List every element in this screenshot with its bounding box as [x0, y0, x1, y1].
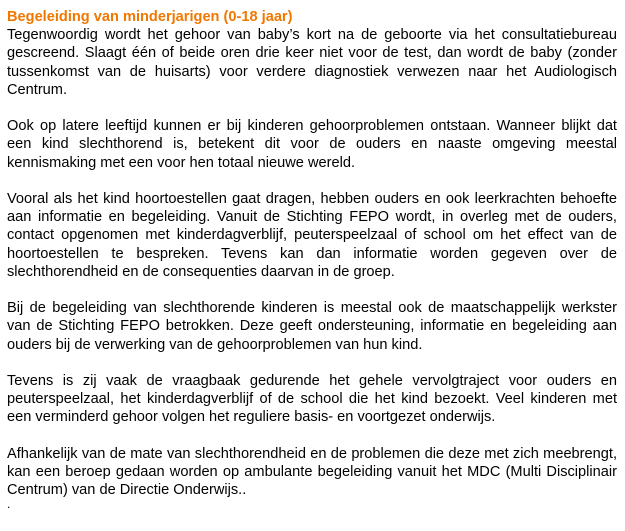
section-heading: Begeleiding van minderjarigen (0-18 jaar)	[7, 9, 293, 25]
paragraph-screening: Tegenwoordig wordt het gehoor van baby’s kort na de geboorte via het consultatiebureau gescreend. Slaagt één of beide oren drie keer niet voor de test, dan wordt de baby (zonder tussenkomst van de huisarts) voor verdere diagnostiek verwezen naar het Audiologisch Centrum.	[7, 27, 617, 98]
paragraph-ambulant-support: Afhankelijk van de mate van slechthorendheid en de problemen die deze met zich meebrengt, kan een beroep gedaan worden op ambulante begeleiding vanuit het MDC (Multi Disciplinair Centrum) van de Directie Onderwijs..	[7, 445, 617, 499]
trailing-dot: .	[7, 497, 11, 512]
paragraph-later-age: Ook op latere leeftijd kunnen er bij kinderen gehoorproblemen ontstaan. Wanneer blijkt dat een kind slechthorend is, betekent dit voor de ouders en naaste omgeving meestal kennismaking met een voor hen totaal nieuwe wereld.	[7, 118, 617, 171]
paragraph-social-worker: Bij de begeleiding van slechthorende kinderen is meestal ook de maatschappelijk werkster van de Stichting FEPO betrokken. Deze geeft ondersteuning, informatie en begeleiding aan ouders bij de verwerking van de gehoorproblemen van hun kind.	[7, 300, 617, 353]
paragraph-follow-up: Tevens is zij vaak de vraagbaak gedurende het gehele vervolgtraject voor ouders en peuterspeelzaal, het kinderdagverblijf of de school die het kind bezoekt. Veel kinderen met een verminderd gehoor volgen het reguliere basis- en voortgezet onderwijs.	[7, 373, 617, 426]
document-body	[7, 8, 617, 512]
paragraph-hearing-aids: Vooral als het kind hoortoestellen gaat dragen, hebben ouders en ook leerkrachten behoefte aan informatie en begeleiding. Vanuit de Stichting FEPO wordt, in overleg met de ouders, contact opgenomen met kinderdagverblijf, peuterspeelzaal of school om het effect van de hoortoestellen te bespreken. Tevens kan dan informatie worden gegeven over de slechthorendheid en de consequenties daarvan in de groep.	[7, 191, 617, 280]
